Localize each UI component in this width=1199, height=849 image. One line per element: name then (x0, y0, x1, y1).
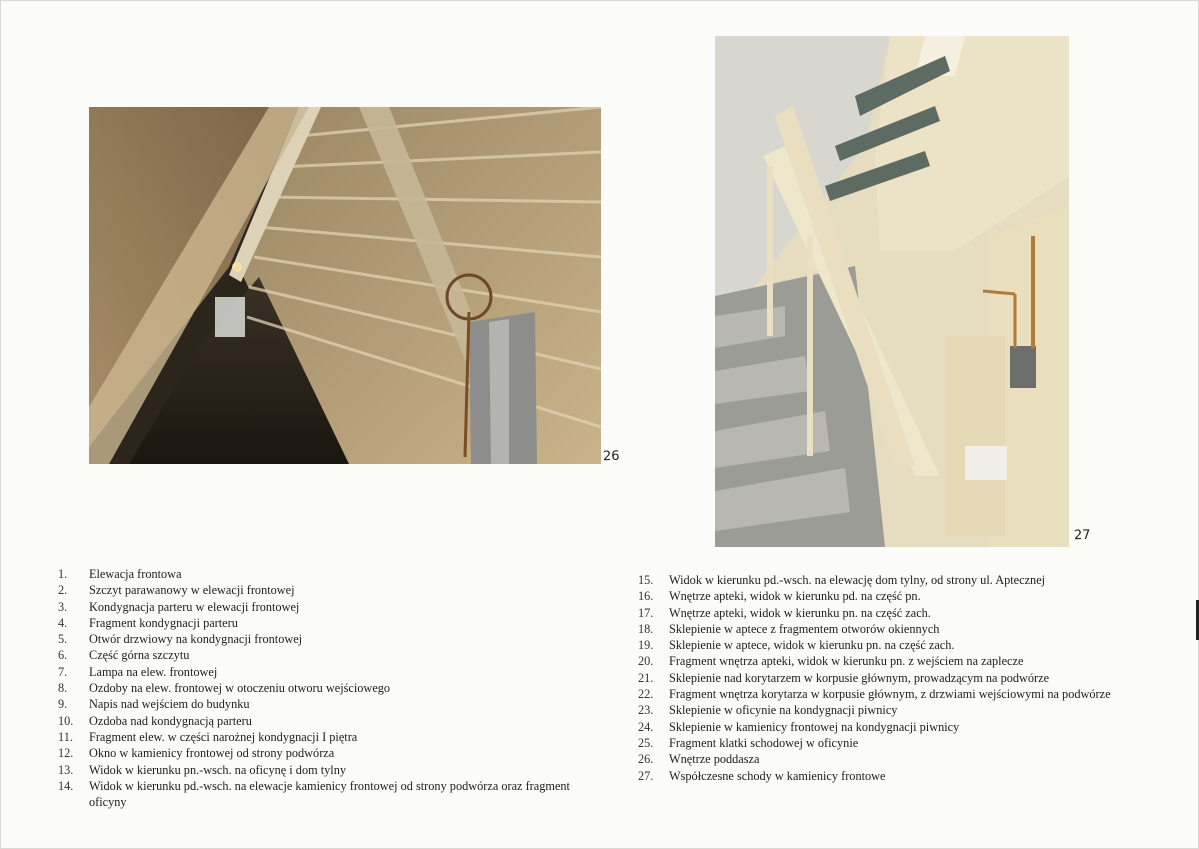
photo-attic (89, 107, 601, 464)
photo-staircase (715, 36, 1069, 547)
caption-list-left (58, 566, 578, 810)
caption-item: 6. Część górna szczytu (58, 648, 190, 663)
caption-list-right (638, 572, 1138, 784)
caption-item: 27. Współczesne schody w kamienicy frontowe (638, 768, 886, 783)
caption-item: 14. Widok w kierunku pd.-wsch. na elewacje kamienicy frontowej od strony podwórza oraz fragment oficyny (58, 778, 570, 810)
caption-item: 8. Ozdoby na elew. frontowej w otoczeniu otworu wejściowego (58, 681, 391, 696)
caption-item: 21. Sklepienie nad korytarzem w korpusie głównym, prowadzącym na podwórze (638, 670, 1050, 685)
caption-item: 1. Elewacja frontowa (58, 567, 182, 581)
photo-number-27: 27 (1073, 527, 1091, 544)
caption-item: 20. Fragment wnętrza apteki, widok w kierunku pn. z wejściem na zaplecze (638, 654, 1024, 669)
caption-item: 25. Fragment klatki schodowej w oficynie (638, 735, 859, 750)
caption-item: 15. Widok w kierunku pd.-wsch. na elewację dom tylny, od strony ul. Aptecznej (638, 573, 1046, 587)
caption-item: 9. Napis nad wejściem do budynku (58, 697, 250, 712)
caption-item: 22. Fragment wnętrza korytarza w korpusie głównym, z drzwiami wejściowymi na podwórze (638, 687, 1111, 702)
photo-number-26: 26 (602, 448, 620, 465)
caption-item: 19. Sklepienie w aptece, widok w kierunku pn. na część zach. (638, 638, 955, 653)
caption-item: 7. Lampa na elew. frontowej (58, 664, 218, 679)
caption-item: 5. Otwór drzwiowy na kondygnacji frontowej (58, 632, 303, 647)
caption-item: 4. Fragment kondygnacji parteru (58, 615, 238, 630)
caption-item: 26. Wnętrze poddasza (638, 752, 760, 767)
caption-item: 11. Fragment elew. w części narożnej kondygnacji I piętra (58, 729, 358, 744)
caption-item: 13. Widok w kierunku pn.-wsch. na oficynę i dom tylny (58, 762, 347, 777)
caption-item: 16. Wnętrze apteki, widok w kierunku pd. na część pn. (638, 589, 921, 604)
caption-item: 2. Szczyt parawanowy w elewacji frontowej (58, 583, 295, 598)
caption-item: 3. Kondygnacja parteru w elewacji frontowej (58, 599, 300, 614)
caption-item: 18. Sklepienie w aptece z fragmentem otworów okiennych (638, 621, 940, 636)
caption-item: 23. Sklepienie w oficynie na kondygnacji piwnicy (638, 703, 898, 718)
caption-item: 12. Okno w kamienicy frontowej od strony podwórza (58, 746, 335, 761)
caption-item: 24. Sklepienie w kamienicy frontowej na kondygnacji piwnicy (638, 719, 960, 734)
caption-item: 10. Ozdoba nad kondygnacją parteru (58, 713, 252, 728)
caption-item: 17. Wnętrze apteki, widok w kierunku pn. na część zach. (638, 605, 931, 620)
